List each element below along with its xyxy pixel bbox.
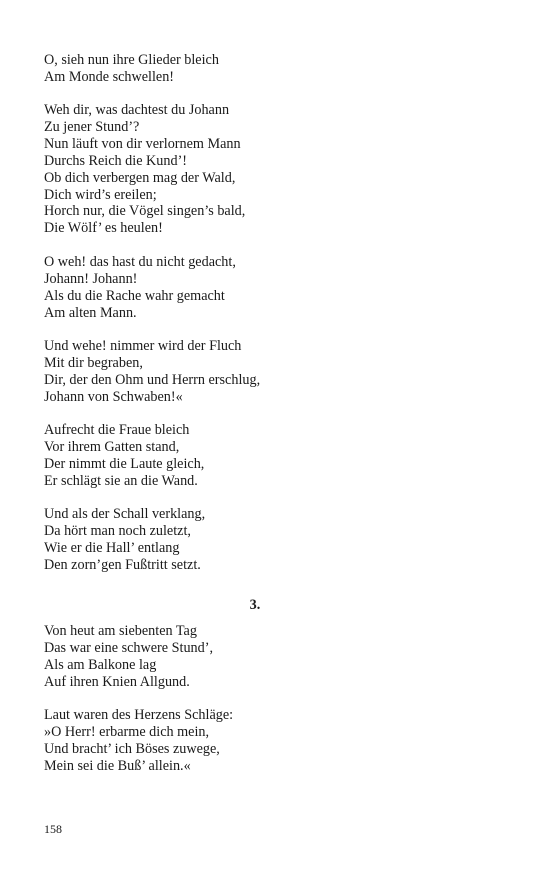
verse-line: Zu jener Stund’? [44, 118, 140, 135]
verse-line: Durchs Reich die Kund’! [44, 152, 188, 169]
stanza-2 [44, 102, 245, 237]
verse-line: Vor ihrem Gatten stand, [44, 438, 180, 455]
verse-line: Weh dir, was dachtest du Johann [44, 102, 230, 118]
verse-line: Horch nur, die Vögel singen’s bald, [44, 203, 246, 220]
verse-line: Ob dich verbergen mag der Wald, [44, 169, 236, 186]
section-number: 3. [249, 597, 261, 613]
verse-line: Er schlägt sie an die Wand. [44, 472, 198, 489]
verse-line: Als du die Rache wahr gemacht [44, 287, 225, 304]
stanza-6 [44, 506, 205, 574]
verse-line: Als am Balkone lag [44, 656, 157, 673]
verse-line: Am Monde schwellen! [44, 68, 175, 85]
verse-line: Und wehe! nimmer wird der Fluch [44, 338, 242, 354]
verse-line: Der nimmt die Laute gleich, [44, 455, 205, 472]
verse-line: Mit dir begraben, [44, 354, 143, 371]
stanza-5 [44, 422, 204, 490]
page-number: 158 [44, 822, 62, 836]
verse-line: Und bracht’ ich Böses zuwege, [44, 740, 220, 757]
verse-line: Nun läuft von dir verlornem Mann [44, 135, 241, 152]
verse-line: Den zorn’gen Fußtritt setzt. [44, 556, 201, 573]
verse-line: Johann! Johann! [44, 270, 138, 287]
verse-line: Da hört man noch zuletzt, [44, 522, 191, 539]
verse-line: Und als der Schall verklang, [44, 506, 206, 522]
verse-line: Dich wird’s ereilen; [44, 186, 157, 203]
verse-line: Wie er die Hall’ entlang [44, 539, 180, 556]
verse-line: O weh! das hast du nicht gedacht, [44, 254, 236, 270]
stanza-7 [44, 623, 213, 691]
stanza-3 [44, 254, 236, 322]
verse-line: »O Herr! erbarme dich mein, [44, 723, 210, 740]
stanza-1 [44, 52, 219, 86]
stanza-4 [44, 338, 260, 406]
verse-line: Johann von Schwaben!« [44, 388, 183, 405]
verse-line: Die Wölf’ es heulen! [44, 220, 163, 237]
stanza-8 [44, 707, 233, 775]
verse-line: Von heut am siebenten Tag [44, 623, 197, 639]
verse-line: Laut waren des Herzens Schläge: [44, 707, 234, 723]
verse-line: O, sieh nun ihre Glieder bleich [44, 52, 219, 68]
verse-line: Aufrecht die Fraue bleich [44, 422, 190, 438]
verse-line: Auf ihren Knien Allgund. [44, 673, 190, 690]
verse-line: Am alten Mann. [44, 304, 137, 321]
verse-line: Das war eine schwere Stund’, [44, 639, 214, 656]
verse-line: Mein sei die Buß’ allein.« [44, 757, 191, 774]
verse-line: Dir, der den Ohm und Herrn erschlug, [44, 371, 261, 388]
